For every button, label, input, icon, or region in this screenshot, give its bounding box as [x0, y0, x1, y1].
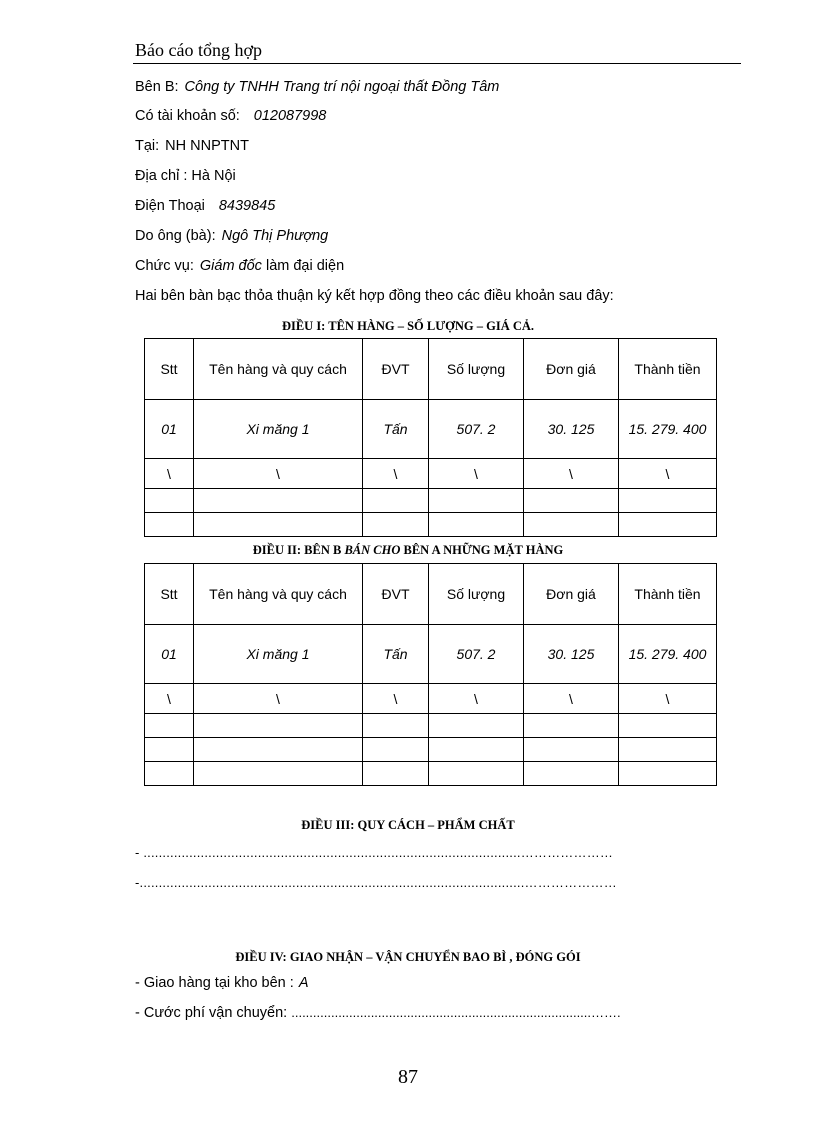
article3-line-1: - ...................................................................................................………………… [135, 845, 614, 860]
freight-label: - Cước phí vận chuyển: [135, 1005, 288, 1021]
table-cell: 15. 279. 400 [619, 400, 717, 459]
column-header: Tên hàng và quy cách [194, 564, 363, 625]
article1-table [144, 338, 717, 537]
table-cell: \ [619, 684, 717, 714]
table-header-row [145, 339, 717, 400]
table-row [145, 459, 717, 489]
column-header: Stt [145, 564, 194, 625]
page-number: 87 [398, 1066, 418, 1088]
table-cell: Xi măng 1 [194, 625, 363, 684]
bank-value: NH NNPTNT [165, 138, 249, 154]
table-cell: Xi măng 1 [194, 400, 363, 459]
table-row-empty [145, 513, 717, 537]
table-cell: \ [524, 459, 619, 489]
delivery-label: - Giao hàng tại kho bên : [135, 975, 294, 991]
address-line [135, 168, 236, 184]
article2-heading-middle: BÁN CHO [344, 543, 401, 557]
delivery-line [135, 975, 308, 991]
agreement-text: Hai bên bàn bạc thỏa thuận ký kết hợp đồng theo các điều khoản sau đây: [135, 288, 614, 304]
table-cell: \ [429, 459, 524, 489]
table-cell: \ [145, 459, 194, 489]
page-header-title: Báo cáo tổng hợp [135, 40, 262, 60]
table-cell: \ [194, 459, 363, 489]
article3-line-2: -.....................................................................................................………………… [135, 875, 617, 890]
table-row [145, 625, 717, 684]
representative-line [135, 228, 328, 244]
column-header: Đơn giá [524, 564, 619, 625]
table-cell: 30. 125 [524, 400, 619, 459]
table-row [145, 400, 717, 459]
table-cell: \ [363, 684, 429, 714]
phone-value: 8439845 [218, 198, 276, 214]
position-line [135, 258, 344, 274]
column-header: Thành tiền [619, 564, 717, 625]
article4-heading: ĐIỀU IV: GIAO NHẬN – VẬN CHUYỂN BAO BÌ , ĐÓNG GÓI [235, 950, 581, 964]
column-header: Thành tiền [619, 339, 717, 400]
column-header: Số lượng [429, 339, 524, 400]
table-cell: \ [429, 684, 524, 714]
table-row [145, 684, 717, 714]
table-cell: \ [524, 684, 619, 714]
party-b-line [135, 79, 499, 95]
column-header: Đơn giá [524, 339, 619, 400]
representative-label: Do ông (bà): [135, 228, 216, 244]
table-cell: 507. 2 [429, 625, 524, 684]
table-header-row [145, 564, 717, 625]
party-b-value: Công ty TNHH Trang trí nội ngoại thất Đồng Tâm [184, 79, 500, 95]
article3-heading: ĐIỀU III: QUY CÁCH – PHẨM CHẤT [301, 818, 515, 832]
account-value: 012087998 [253, 108, 327, 124]
table-cell: 01 [145, 400, 194, 459]
article1-heading: ĐIỀU I: TÊN HÀNG – SỐ LƯỢNG – GIÁ CẢ. [281, 319, 535, 333]
table-row-empty [145, 738, 717, 762]
position-suffix: làm đại diện [265, 258, 345, 274]
column-header: Tên hàng và quy cách [194, 339, 363, 400]
table-cell: 30. 125 [524, 625, 619, 684]
position-value: Giám đốc [199, 258, 262, 274]
account-label: Có tài khoản số: [135, 108, 240, 124]
table-cell: \ [619, 459, 717, 489]
article2-heading [0, 543, 816, 558]
phone-label: Điện Thoại [135, 198, 205, 214]
position-label: Chức vụ: [135, 258, 194, 274]
phone-line [135, 198, 275, 214]
header-rule [133, 63, 741, 64]
table-cell: Tấn [363, 400, 429, 459]
bank-label: Tại: [135, 138, 160, 154]
table-cell: 15. 279. 400 [619, 625, 717, 684]
table-row-empty [145, 762, 717, 786]
agreement-line [135, 288, 614, 304]
bank-line [135, 138, 249, 154]
column-header: ĐVT [363, 339, 429, 400]
delivery-value: A [298, 975, 309, 991]
party-b-label: Bên B: [135, 79, 179, 95]
account-line [135, 108, 326, 124]
column-header: Số lượng [429, 564, 524, 625]
freight-line [135, 1005, 621, 1021]
article2-table [144, 563, 717, 786]
column-header: Stt [145, 339, 194, 400]
representative-value: Ngô Thị Phượng [221, 228, 329, 244]
table-cell: 507. 2 [429, 400, 524, 459]
article2-heading-start: ĐIỀU II: BÊN B [252, 543, 342, 557]
table-cell: \ [194, 684, 363, 714]
table-cell: Tấn [363, 625, 429, 684]
freight-dots: ...................................................................................……. [291, 1005, 621, 1020]
column-header: ĐVT [363, 564, 429, 625]
address-label: Địa chỉ : Hà Nội [135, 168, 236, 184]
table-row-empty [145, 714, 717, 738]
table-cell: 01 [145, 625, 194, 684]
article2-heading-end: BÊN A NHỮNG MẶT HÀNG [403, 543, 564, 557]
table-cell: \ [145, 684, 194, 714]
table-row-empty [145, 489, 717, 513]
table-cell: \ [363, 459, 429, 489]
